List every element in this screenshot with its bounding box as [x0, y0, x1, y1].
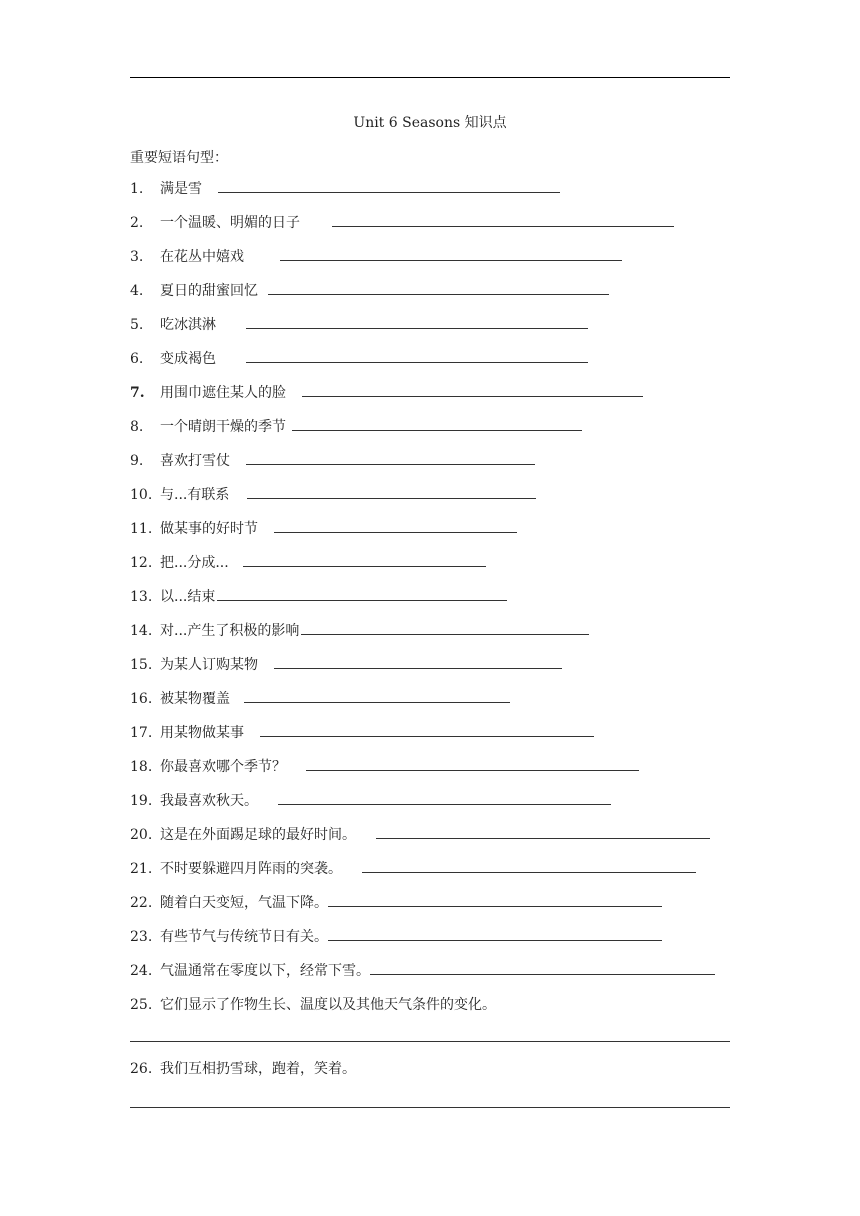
item-text: 与...有联系 [160, 487, 230, 503]
list-item [130, 418, 582, 436]
list-item [130, 554, 486, 572]
item-text: 用围巾遮住某人的脸 [160, 385, 286, 401]
item-number: 23. [130, 929, 153, 945]
item-number: 1. [130, 181, 144, 197]
item-number: 4. [130, 283, 144, 299]
answer-blank[interactable] [243, 554, 486, 567]
page-title: Unit 6 Seasons 知识点 [353, 115, 507, 131]
item-number: 18. [130, 759, 153, 775]
answer-blank[interactable] [260, 724, 594, 737]
answer-blank[interactable] [278, 792, 611, 805]
answer-blank[interactable] [130, 1041, 730, 1042]
list-item [130, 690, 510, 708]
item-text: 用某物做某事 [160, 725, 244, 741]
item-text: 变成褐色 [160, 351, 216, 367]
item-text: 被某物覆盖 [160, 691, 230, 707]
answer-blank[interactable] [332, 214, 674, 227]
answer-blank[interactable] [274, 520, 517, 533]
item-number: 16. [130, 691, 153, 707]
list-item [130, 622, 589, 640]
list-item [130, 724, 594, 742]
list-item [130, 248, 622, 266]
answer-blank[interactable] [268, 282, 609, 295]
item-text: 有些节气与传统节日有关。 [160, 929, 328, 945]
item-number: 17. [130, 725, 153, 741]
list-item [130, 180, 560, 198]
answer-blank[interactable] [328, 928, 662, 941]
answer-blank[interactable] [246, 316, 588, 329]
answer-blank[interactable] [246, 452, 535, 465]
list-item [130, 588, 507, 606]
answer-blank[interactable] [247, 486, 536, 499]
answer-blank[interactable] [362, 860, 696, 873]
item-text: 一个温暖、明媚的日子 [160, 215, 300, 231]
answer-blank[interactable] [274, 656, 562, 669]
item-text: 不时要躲避四月阵雨的突袭。 [160, 861, 342, 877]
list-item [130, 792, 611, 810]
item-number: 2. [130, 215, 144, 231]
list-item [130, 826, 710, 844]
item-text: 这是在外面踢足球的最好时间。 [160, 827, 356, 843]
list-item [130, 350, 588, 368]
item-text: 在花丛中嬉戏 [160, 249, 244, 265]
list-item [130, 520, 517, 538]
item-number: 8. [130, 419, 144, 435]
list-item [130, 282, 609, 300]
list-item [130, 486, 536, 504]
header-rule [130, 77, 730, 78]
item-text: 一个晴朗干燥的季节 [160, 419, 286, 435]
item-number: 25. [130, 997, 153, 1013]
answer-blank[interactable] [244, 690, 510, 703]
item-number: 26. [130, 1061, 153, 1077]
list-item [130, 928, 662, 946]
list-item [130, 962, 715, 980]
item-number: 19. [130, 793, 153, 809]
list-item [130, 452, 535, 470]
answer-blank[interactable] [376, 826, 710, 839]
list-item [130, 758, 639, 776]
list-item [130, 316, 588, 334]
list-item [130, 384, 643, 402]
item-number: 21. [130, 861, 153, 877]
item-number: 24. [130, 963, 153, 979]
answer-blank[interactable] [328, 894, 662, 907]
item-number: 6. [130, 351, 144, 367]
item-text: 我们互相扔雪球，跑着，笑着。 [160, 1061, 356, 1077]
item-number: 13. [130, 589, 153, 605]
item-text: 气温通常在零度以下，经常下雪。 [160, 963, 370, 979]
answer-blank[interactable] [130, 1107, 730, 1108]
item-text: 你最喜欢哪个季节？ [160, 759, 286, 775]
item-text: 做某事的好时节 [160, 521, 258, 537]
item-text: 夏日的甜蜜回忆 [160, 283, 258, 299]
item-number: 22. [130, 895, 153, 911]
item-text: 它们显示了作物生长、温度以及其他天气条件的变化。 [160, 997, 496, 1013]
list-item [130, 214, 674, 232]
item-number: 14. [130, 623, 153, 639]
item-text: 吃冰淇淋 [160, 317, 216, 333]
item-text: 随着白天变短，气温下降。 [160, 895, 328, 911]
list-item [130, 996, 496, 1014]
section-heading: 重要短语句型： [130, 150, 228, 166]
answer-blank[interactable] [306, 758, 639, 771]
item-number: 10. [130, 487, 153, 503]
item-number: 5. [130, 317, 144, 333]
item-text: 喜欢打雪仗 [160, 453, 230, 469]
answer-blank[interactable] [246, 350, 588, 363]
answer-blank[interactable] [217, 588, 507, 601]
item-number: 20. [130, 827, 153, 843]
item-number: 9. [130, 453, 144, 469]
item-text: 我最喜欢秋天。 [160, 793, 258, 809]
list-item [130, 894, 662, 912]
answer-blank[interactable] [370, 962, 715, 975]
item-text: 满是雪 [160, 181, 202, 197]
answer-blank[interactable] [292, 418, 582, 431]
answer-blank[interactable] [301, 622, 589, 635]
item-text: 为某人订购某物 [160, 657, 258, 673]
item-text: 把...分成... [160, 555, 229, 571]
list-item [130, 1060, 356, 1078]
item-number: 7. [130, 385, 145, 401]
item-text: 对...产生了积极的影响 [160, 623, 300, 639]
answer-blank[interactable] [302, 384, 643, 397]
item-text: 以...结束 [160, 589, 216, 605]
list-item [130, 860, 696, 878]
answer-blank[interactable] [218, 180, 560, 193]
answer-blank[interactable] [280, 248, 622, 261]
list-item [130, 656, 562, 674]
item-number: 15. [130, 657, 153, 673]
item-number: 11. [130, 521, 153, 537]
item-number: 12. [130, 555, 153, 571]
item-number: 3. [130, 249, 144, 265]
